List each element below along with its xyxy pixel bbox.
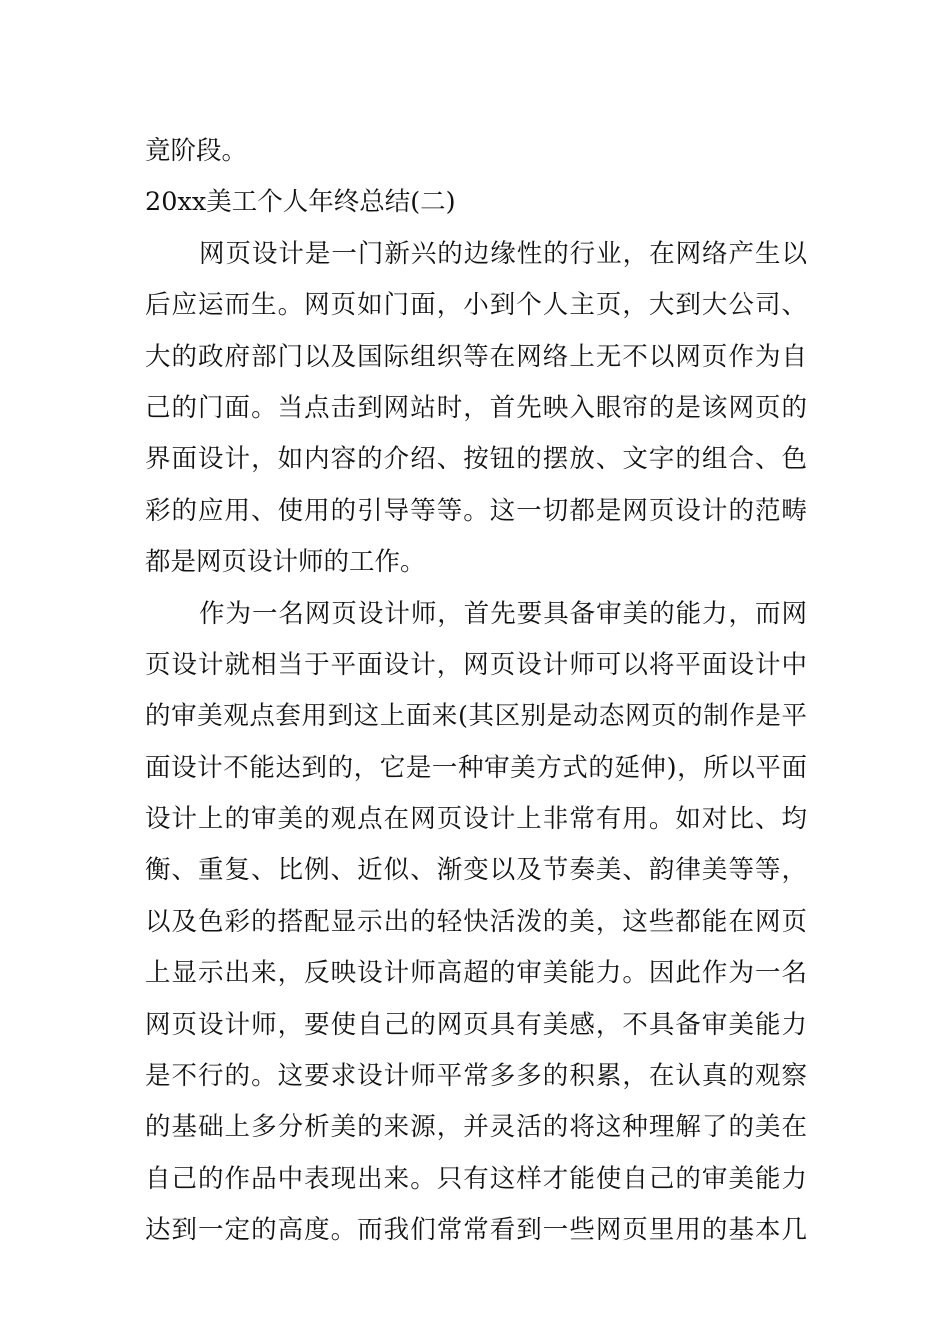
- section-title: 20xx美工个人年终总结(二): [145, 187, 456, 218]
- text-line: 衡、重复、比例、近似、渐变以及节奏美、韵律美等等，: [145, 855, 807, 886]
- paragraph-first-line: 网页设计是一门新兴的边缘性的行业，在网络产生以: [199, 238, 807, 269]
- text-line: 页设计就相当于平面设计，网页设计师可以将平面设计中: [145, 649, 807, 680]
- text-line: 都是网页设计师的工作。: [145, 547, 426, 578]
- text-line: 界面设计，如内容的介绍、按钮的摆放、文字的组合、色: [145, 444, 807, 475]
- text-line: 大的政府部门以及国际组织等在网络上无不以网页作为自: [145, 341, 807, 372]
- document-body: [145, 126, 807, 1257]
- text-line: 上显示出来，反映设计师高超的审美能力。因此作为一名: [145, 958, 807, 989]
- text-line: 面设计不能达到的，它是一种审美方式的延伸)，所以平面: [145, 752, 807, 783]
- text-line: 是不行的。这要求设计师平常多多的积累，在认真的观察: [145, 1061, 807, 1092]
- text-line: 后应运而生。网页如门面，小到个人主页，大到大公司、: [145, 290, 807, 321]
- text-line: 自己的作品中表现出来。只有这样才能使自己的审美能力: [145, 1163, 807, 1194]
- text-line: 的审美观点套用到这上面来(其区别是动态网页的制作是平: [145, 701, 807, 732]
- text-line: 彩的应用、使用的引导等等。这一切都是网页设计的范畴: [145, 495, 807, 526]
- text-line: 达到一定的高度。而我们常常看到一些网页里用的基本几: [145, 1215, 807, 1246]
- text-line: 设计上的审美的观点在网页设计上非常有用。如对比、均: [145, 804, 807, 835]
- text-line: 的基础上多分析美的来源，并灵活的将这种理解了的美在: [145, 1112, 807, 1143]
- text-line: 竟阶段。: [145, 136, 248, 166]
- text-line: 以及色彩的搭配显示出的轻快活泼的美，这些都能在网页: [145, 906, 807, 937]
- paragraph-first-line: 作为一名网页设计师，首先要具备审美的能力，而网: [199, 598, 807, 629]
- text-line: 己的门面。当点击到网站时，首先映入眼帘的是该网页的: [145, 392, 807, 423]
- text-line: 网页设计师，要使自己的网页具有美感，不具备审美能力: [145, 1009, 807, 1040]
